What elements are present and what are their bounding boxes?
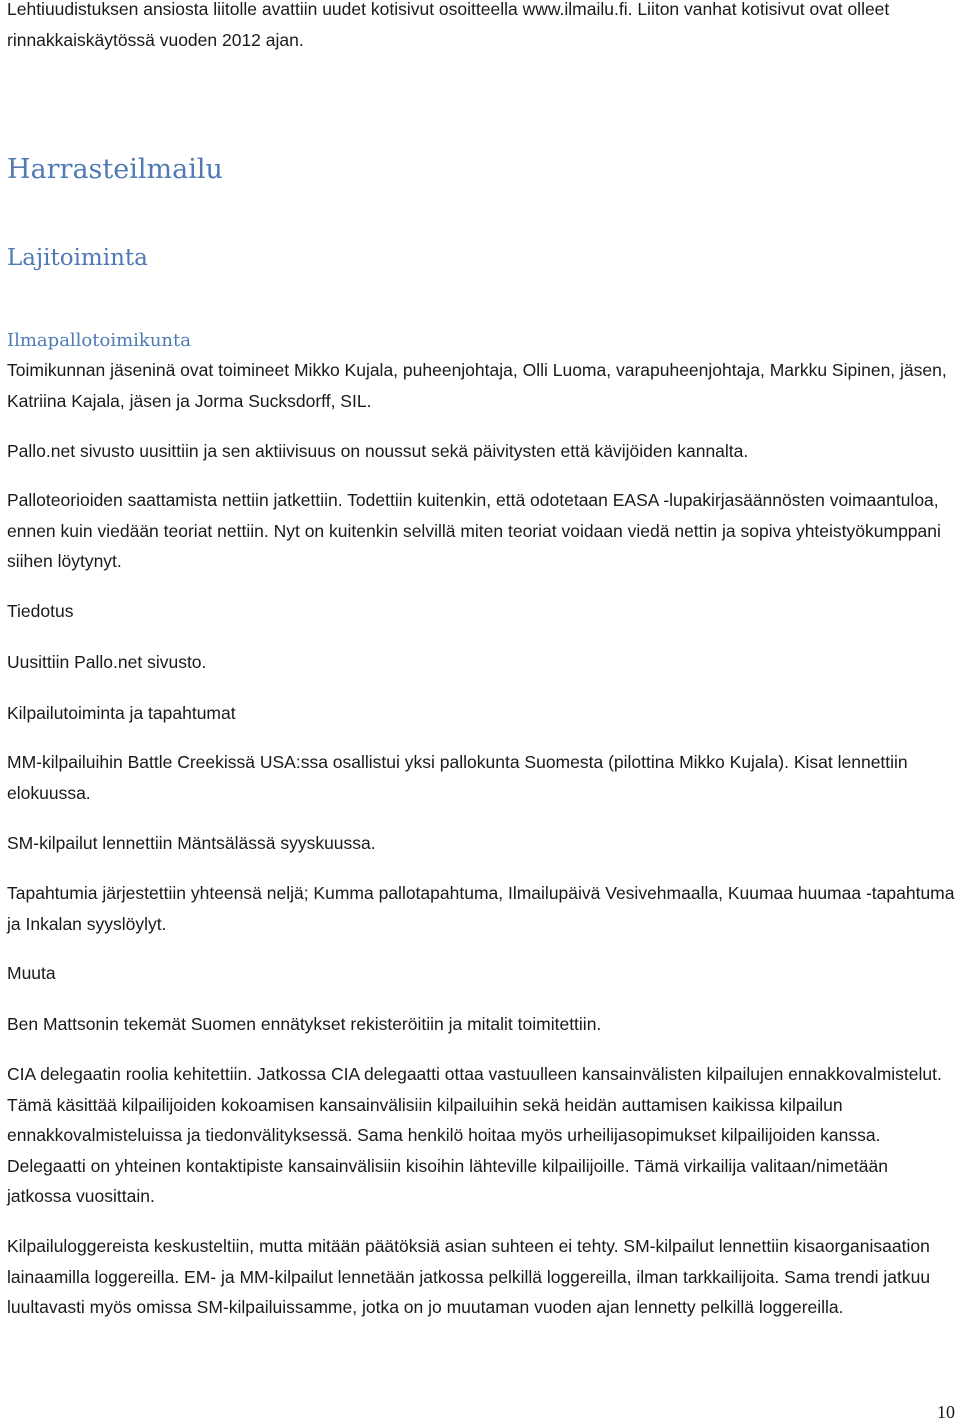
loggers-paragraph: Kilpailuloggereista keskusteltiin, mutta mitään päätöksiä asian suhteen ei tehty. SM-kilpailut lennettiin kisaorganisaation lainaamilla loggereilla. EM- ja MM-kilpailut lennetään jatkossa pelkillä loggereilla, ilman tarkkailijoita. Sama trendi jatkuu luultavasti myös omissa SM-kilpailuissamme, jotka on jo muutaman vuoden ajan lennetty pelkillä loggereilla. bbox=[7, 1236, 931, 1317]
heading-ilmapallotoimikunta: Ilmapallotoimikunta bbox=[7, 330, 191, 351]
mm-paragraph: MM-kilpailuihin Battle Creekissä USA:ssa osallistui yksi pallokunta Suomesta (pilottina Mikko Kujala). Kisat lennettiin elokuussa. bbox=[7, 752, 908, 803]
members-paragraph: Toimikunnan jäseninä ovat toimineet Mikko Kujala, puheenjohtaja, Olli Luoma, varapuheenjohtaja, Markku Sipinen, jäsen, Katriina Kajala, jäsen ja Jorma Sucksdorff, SIL. bbox=[7, 360, 947, 411]
cia-paragraph: CIA delegaatin roolia kehitettiin. Jatkossa CIA delegaatti ottaa vastuulleen kansainvälisten kilpailujen ennakkovalmistelut. Tämä käsittää kilpailijoiden kokoamisen kansainvälisiin kilpailuihin sekä heidän auttamisen kaikissa kilpailun ennakkovalmisteluissa ja tiedonvälityksessä. Sama henkilö hoitaa myös urheilijasopimukset kilpailijoiden kanssa. Delegaatti on yhteinen kontaktipiste kansainvälisiin kisoihin lähteville kilpailijoille. Tämä virkailija valitaan/nimetään jatkossa vuosittain. bbox=[7, 1064, 942, 1206]
heading-lajitoiminta: Lajitoiminta bbox=[7, 245, 148, 271]
tiedotus-label: Tiedotus bbox=[7, 601, 74, 621]
theory-paragraph: Palloteorioiden saattamista nettiin jatkettiin. Todettiin kuitenkin, että odotetaan EASA -lupakirjasäännösten voimaantuloa, ennen kuin viedään teoriat nettiin. Nyt on kuitenkin selvillä miten teoriat voidaan viedä nettin ja sopiva yhteistyökumppani siihen löytynyt. bbox=[7, 490, 941, 571]
page-number: 10 bbox=[937, 1402, 955, 1422]
heading-harrasteilmailu: Harrasteilmailu bbox=[7, 154, 223, 185]
tiedotus-text: Uusittiin Pallo.net sivusto. bbox=[7, 652, 207, 672]
pallo-net-paragraph: Pallo.net sivusto uusittiin ja sen aktiivisuus on noussut sekä päivitysten että kävijöiden kannalta. bbox=[7, 441, 749, 461]
records-paragraph: Ben Mattsonin tekemät Suomen ennätykset rekisteröitiin ja mitalit toimitettiin. bbox=[7, 1014, 602, 1034]
kilpailu-label: Kilpailutoiminta ja tapahtumat bbox=[7, 703, 236, 723]
events-paragraph: Tapahtumia järjestettiin yhteensä neljä; Kumma pallotapahtuma, Ilmailupäivä Vesivehmaalla, Kuumaa huumaa -tapahtuma ja Inkalan syyslöylyt. bbox=[7, 883, 955, 934]
sm-paragraph: SM-kilpailut lennettiin Mäntsälässä syyskuussa. bbox=[7, 833, 376, 853]
intro-paragraph: Lehtiuudistuksen ansiosta liitolle avattiin uudet kotisivut osoitteella www.ilmailu.fi. Liiton vanhat kotisivut ovat olleet rinnakkaiskäytössä vuoden 2012 ajan. bbox=[7, 0, 890, 50]
muuta-label: Muuta bbox=[7, 963, 56, 983]
